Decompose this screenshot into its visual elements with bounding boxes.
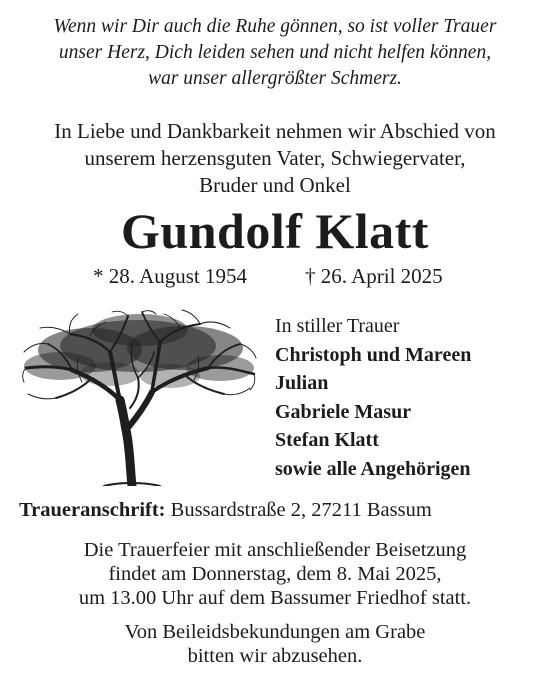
address-label: Traueranschrift: — [19, 499, 166, 521]
address-value: Bussardstraße 2, 27211 Bassum — [165, 499, 432, 521]
mourning-address — [19, 496, 539, 524]
mourner-name: Gabriele Masur — [275, 400, 412, 423]
poem-line: war unser allergrößter Schmerz. — [148, 68, 402, 89]
mourner-name: sowie alle Angehörigen — [275, 457, 471, 480]
intro-line: Bruder und Onkel — [199, 173, 351, 197]
deceased-name: Gundolf Klatt — [121, 203, 429, 259]
funeral-line: um 13.00 Uhr auf dem Bassumer Friedhof statt. — [78, 587, 472, 609]
poem-line: unser Herz, Dich leiden sehen und nicht helfen können, — [58, 42, 492, 63]
poem-verse — [0, 14, 550, 92]
farewell-intro — [0, 118, 550, 199]
intro-line: unserem herzensguten Vater, Schwiegervater, — [84, 146, 466, 170]
mourner-name: Stefan Klatt — [275, 429, 379, 451]
birth-date: * 28. August 1954 — [93, 264, 248, 288]
closing-line: bitten wir abzusehen. — [187, 645, 363, 667]
funeral-line: Die Trauerfeier mit anschließender Beisetzung — [83, 539, 467, 561]
mourner-name: Julian — [275, 372, 329, 394]
closing-line: Von Beileidsbekundungen am Grabe — [124, 621, 426, 643]
mourners-lead: In stiller Trauer — [275, 315, 400, 337]
closing-note — [0, 620, 550, 668]
poem-line: Wenn wir Dir auch die Ruhe gönnen, so ist voller Trauer — [53, 16, 497, 37]
death-date: † 26. April 2025 — [305, 264, 443, 288]
tree-icon — [20, 308, 258, 486]
intro-line: In Liebe und Dankbarkeit nehmen wir Abschied von — [54, 119, 496, 143]
funeral-info — [0, 538, 550, 610]
mourner-name: Christoph und Mareen — [275, 343, 472, 366]
funeral-line: findet am Donnerstag, dem 8. Mai 2025, — [108, 563, 442, 585]
mourners-list — [275, 312, 545, 483]
